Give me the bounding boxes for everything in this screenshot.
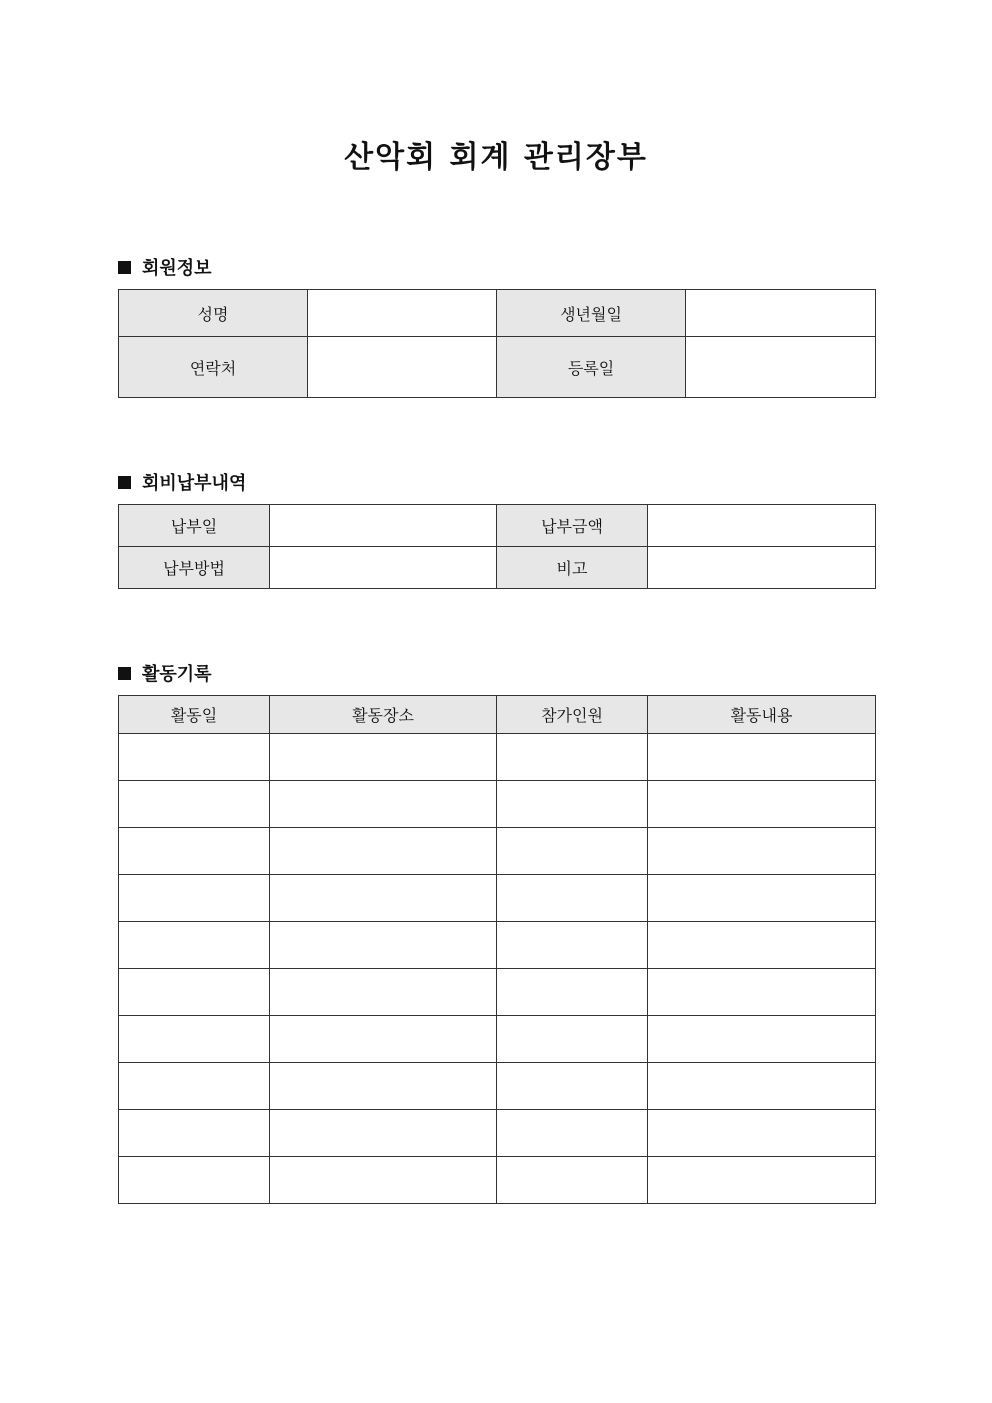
note-label: 비고 — [497, 547, 648, 589]
activity-place-cell[interactable] — [270, 734, 497, 781]
name-field[interactable] — [308, 290, 497, 337]
participants-cell[interactable] — [497, 1063, 648, 1110]
dues-table — [118, 504, 876, 589]
activity-place-cell[interactable] — [270, 1063, 497, 1110]
activity-place-cell[interactable] — [270, 969, 497, 1016]
activity-place-cell[interactable] — [270, 828, 497, 875]
activity-content-cell[interactable] — [648, 1063, 876, 1110]
activity-date-cell[interactable] — [119, 1157, 270, 1204]
participants-cell[interactable] — [497, 1110, 648, 1157]
activity-date-cell[interactable] — [119, 922, 270, 969]
payment-date-field[interactable] — [270, 505, 497, 547]
registration-date-label: 등록일 — [497, 337, 686, 398]
column-header-activity-place: 활동장소 — [270, 696, 497, 734]
activity-date-cell[interactable] — [119, 1110, 270, 1157]
contact-field[interactable] — [308, 337, 497, 398]
activity-place-cell[interactable] — [270, 1157, 497, 1204]
table-row — [119, 337, 876, 398]
payment-amount-field[interactable] — [648, 505, 876, 547]
activity-section-title: 활동기록 — [142, 664, 212, 685]
activity-date-cell[interactable] — [119, 781, 270, 828]
activity-place-cell[interactable] — [270, 922, 497, 969]
participants-cell[interactable] — [497, 1016, 648, 1063]
activity-place-cell[interactable] — [270, 1016, 497, 1063]
dues-section-heading — [118, 469, 246, 495]
activity-section-heading — [118, 660, 212, 686]
activity-date-cell[interactable] — [119, 969, 270, 1016]
activity-table — [118, 695, 876, 1204]
payment-date-label: 납부일 — [119, 505, 270, 547]
activity-date-cell[interactable] — [119, 875, 270, 922]
table-row — [119, 828, 876, 875]
member-section-title: 회원정보 — [142, 258, 212, 279]
column-header-activity-content: 활동내용 — [648, 696, 876, 734]
activity-table-body — [119, 734, 876, 1204]
table-row — [119, 875, 876, 922]
payment-method-label: 납부방법 — [119, 547, 270, 589]
name-label: 성명 — [119, 290, 308, 337]
activity-content-cell[interactable] — [648, 1016, 876, 1063]
participants-cell[interactable] — [497, 1157, 648, 1204]
table-row — [119, 1110, 876, 1157]
note-field[interactable] — [648, 547, 876, 589]
activity-content-cell[interactable] — [648, 1157, 876, 1204]
registration-date-field[interactable] — [686, 337, 876, 398]
activity-content-cell[interactable] — [648, 734, 876, 781]
activity-date-cell[interactable] — [119, 1063, 270, 1110]
participants-cell[interactable] — [497, 734, 648, 781]
table-header-row — [119, 696, 876, 734]
table-row — [119, 290, 876, 337]
member-section-heading — [118, 254, 212, 280]
square-bullet-icon — [118, 261, 131, 274]
payment-amount-label: 납부금액 — [497, 505, 648, 547]
participants-cell[interactable] — [497, 969, 648, 1016]
birthdate-field[interactable] — [686, 290, 876, 337]
table-row — [119, 734, 876, 781]
square-bullet-icon — [118, 476, 131, 489]
participants-cell[interactable] — [497, 781, 648, 828]
activity-place-cell[interactable] — [270, 1110, 497, 1157]
participants-cell[interactable] — [497, 828, 648, 875]
activity-content-cell[interactable] — [648, 875, 876, 922]
activity-content-cell[interactable] — [648, 828, 876, 875]
activity-place-cell[interactable] — [270, 781, 497, 828]
table-row — [119, 547, 876, 589]
table-row — [119, 922, 876, 969]
participants-cell[interactable] — [497, 875, 648, 922]
table-row — [119, 969, 876, 1016]
table-row — [119, 505, 876, 547]
activity-content-cell[interactable] — [648, 969, 876, 1016]
activity-content-cell[interactable] — [648, 1110, 876, 1157]
activity-date-cell[interactable] — [119, 828, 270, 875]
dues-section-title: 회비납부내역 — [142, 473, 247, 494]
activity-date-cell[interactable] — [119, 734, 270, 781]
activity-place-cell[interactable] — [270, 875, 497, 922]
table-row — [119, 1157, 876, 1204]
payment-method-field[interactable] — [270, 547, 497, 589]
activity-content-cell[interactable] — [648, 781, 876, 828]
page-title: 산악회 회계 관리장부 — [344, 140, 648, 175]
birthdate-label: 생년월일 — [497, 290, 686, 337]
activity-date-cell[interactable] — [119, 1016, 270, 1063]
column-header-participants: 참가인원 — [497, 696, 648, 734]
activity-content-cell[interactable] — [648, 922, 876, 969]
member-info-table — [118, 289, 876, 398]
table-row — [119, 1016, 876, 1063]
participants-cell[interactable] — [497, 922, 648, 969]
table-row — [119, 781, 876, 828]
square-bullet-icon — [118, 667, 131, 680]
contact-label: 연락처 — [119, 337, 308, 398]
table-row — [119, 1063, 876, 1110]
column-header-activity-date: 활동일 — [119, 696, 270, 734]
